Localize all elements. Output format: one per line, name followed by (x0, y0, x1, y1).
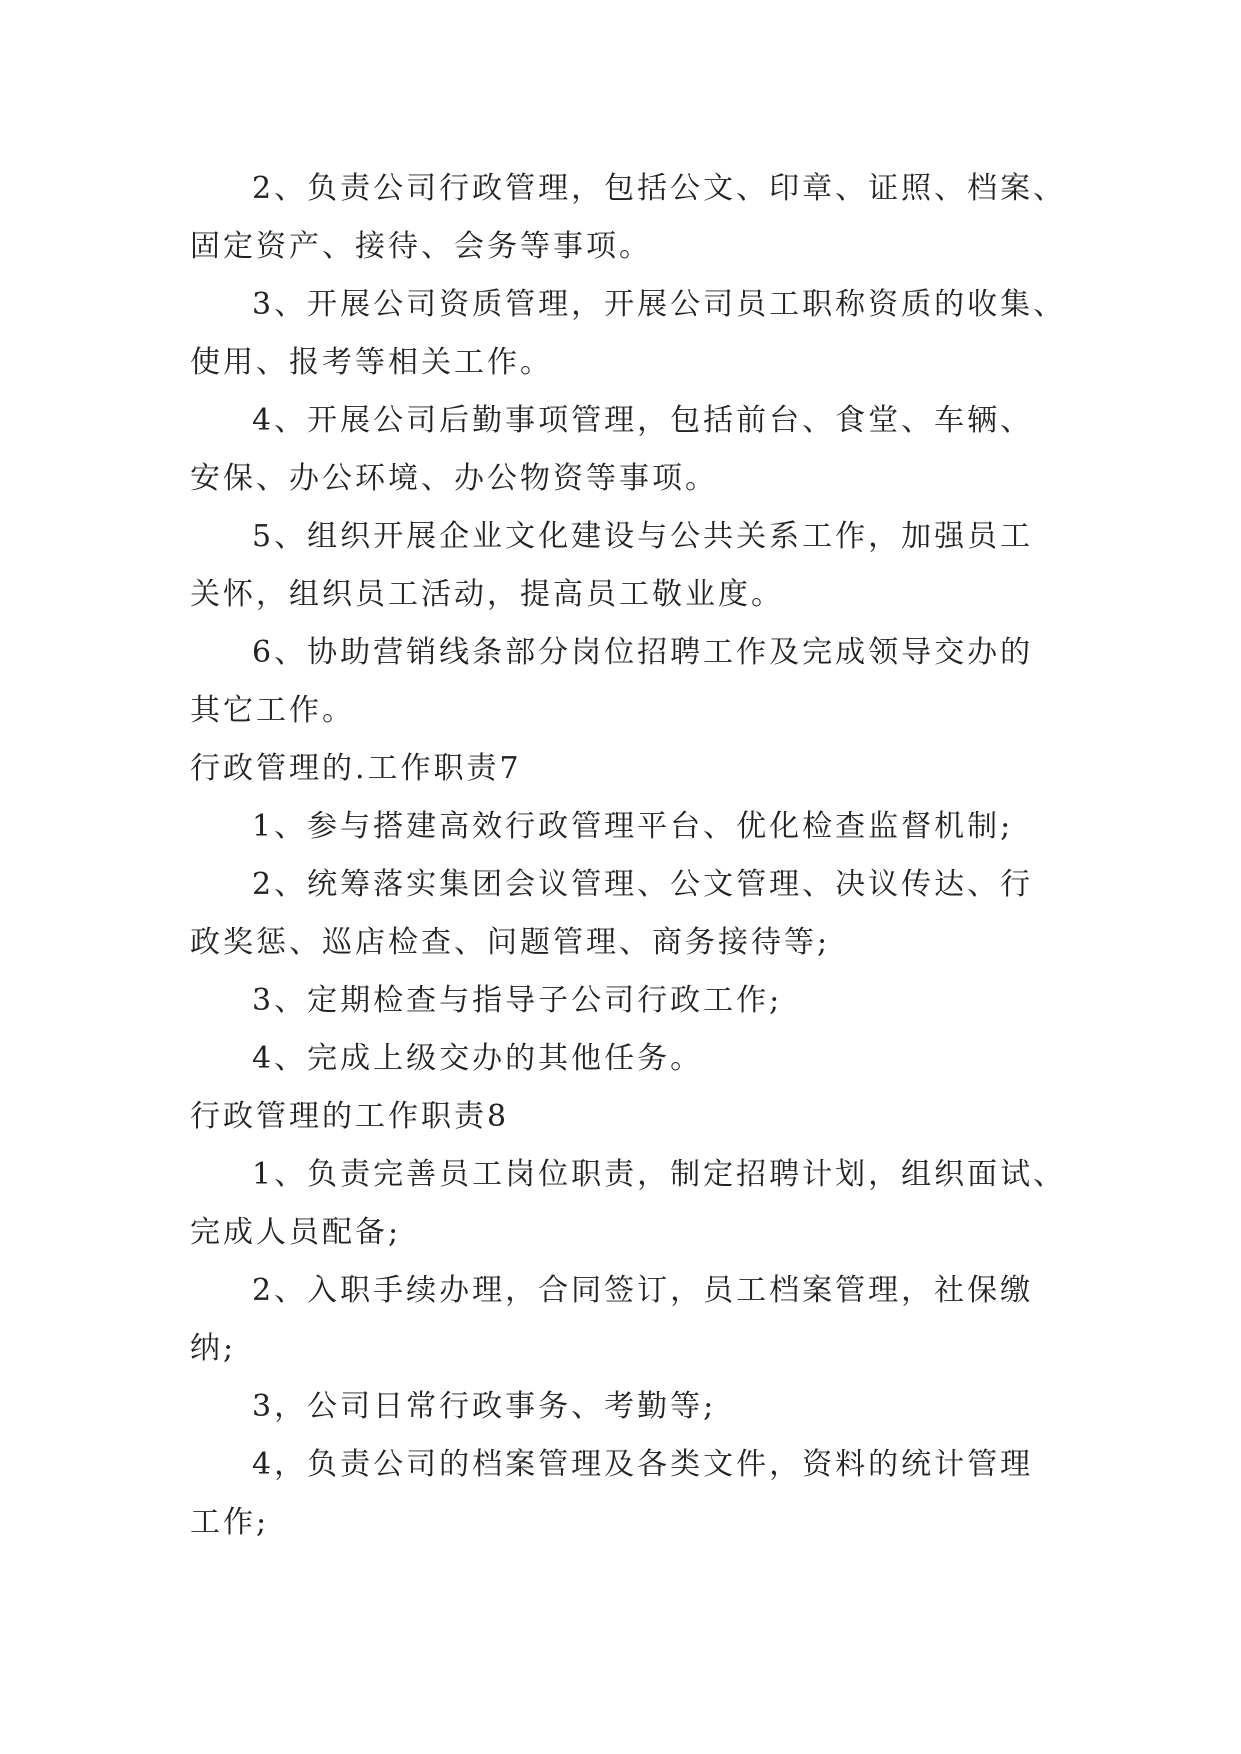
text-line: 固定资产、接待、会务等事项。 (190, 229, 652, 264)
text-line: 2、统筹落实集团会议管理、公文管理、决议传达、行 (252, 867, 1034, 902)
text-line: 1、负责完善员工岗位职责，制定招聘计划，组织面试、 (252, 1157, 1067, 1192)
section-heading: 行政管理的.工作职责7 (190, 751, 522, 786)
text-line: 5、组织开展企业文化建设与公共关系工作，加强员工 (252, 519, 1034, 554)
text-line: 其它工作。 (190, 693, 355, 728)
text-line: 安保、办公环境、办公物资等事项。 (190, 461, 718, 496)
text-line: 4、开展公司后勤事项管理，包括前台、食堂、车辆、 (252, 403, 1034, 438)
section-heading: 行政管理的工作职责8 (190, 1099, 510, 1134)
text-line: 3、开展公司资质管理，开展公司员工职称资质的收集、 (252, 287, 1067, 322)
text-line: 4、完成上级交办的其他任务。 (252, 1041, 704, 1076)
text-line: 2、负责公司行政管理，包括公文、印章、证照、档案、 (252, 171, 1067, 206)
text-line: 政奖惩、巡店检查、问题管理、商务接待等; (190, 925, 831, 960)
text-line: 完成人员配备; (190, 1215, 402, 1250)
text-line: 2、入职手续办理，合同签订，员工档案管理，社保缴 (252, 1273, 1034, 1308)
text-line: 纳; (190, 1331, 237, 1366)
text-line: 6、协助营销线条部分岗位招聘工作及完成领导交办的 (252, 635, 1034, 670)
text-line: 3、定期检查与指导子公司行政工作; (252, 983, 783, 1018)
text-line: 4，负责公司的档案管理及各类文件，资料的统计管理 (252, 1447, 1034, 1482)
text-line: 工作; (190, 1505, 270, 1540)
document-body (190, 160, 1070, 1552)
text-line: 1、参与搭建高效行政管理平台、优化检查监督机制; (252, 809, 1014, 844)
text-line: 3，公司日常行政事务、考勤等; (252, 1389, 717, 1424)
text-line: 关怀，组织员工活动，提高员工敬业度。 (190, 577, 784, 612)
text-line: 使用、报考等相关工作。 (190, 345, 553, 380)
